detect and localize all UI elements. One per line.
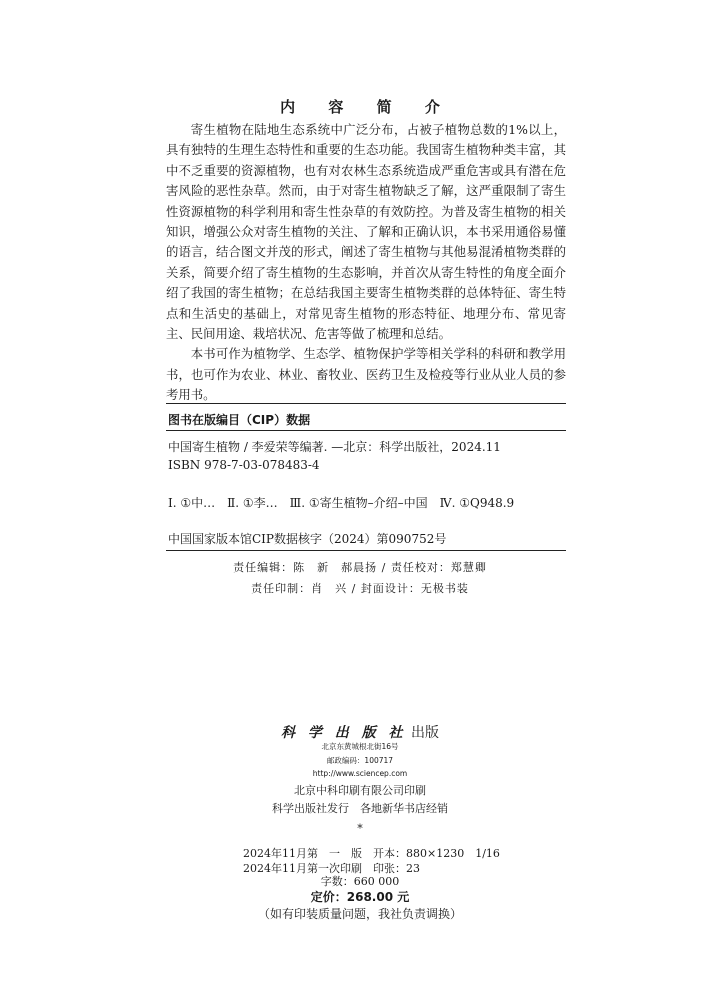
publisher-postcode: 邮政编码：100717	[326, 756, 394, 765]
publisher-name-line	[0, 722, 720, 742]
distributor: 科学出版社发行 各地新华书店经销	[272, 802, 448, 815]
cip-heading: 图书在版编目（CIP）数据	[168, 413, 311, 427]
editors-line-2: 责任印制：肖 兴 / 封面设计：无极书装	[251, 582, 469, 595]
intro-paragraph-2: 本书可作为植物学、生态学、植物保护学等相关学科的科研和教学用书，也可作为农业、林业、畜牧业、医药卫生及检疫等行业从业人员的参考用书。	[166, 346, 566, 403]
price: 定价：268.00 元	[310, 890, 410, 904]
printing-info: 2024年11月第一次印刷 印张：23	[243, 862, 420, 875]
section-title: 内 容 简 介	[280, 98, 454, 116]
intro-paragraph-1: 寄生植物在陆地生态系统中广泛分布，占被子植物总数的1%以上，具有独特的生理生态特性和重要的生态功能。我国寄生植物种类丰富，其中不乏重要的资源植物，也有对农林生态系统造成严重危害或具有潜在危害风险的恶性杂草。然而，由于对寄生植物缺乏了解，这严重限制了寄生性资源植物的科学利用和寄生性杂草的有效防控。为普及寄生植物的相关知识，增强公众对寄生植物的关注、了解和正确认识，本书采用通俗易懂的语言，结合图文并茂的形式，阐述了寄生植物与其他易混淆植物类群的关系，简要介绍了寄生植物的生态影响，并首次从寄生特性的角度全面介绍了我国的寄生植物；在总结我国主要寄生植物类群的总体特征、寄生特点和生活史的基础上，对常见寄生植物的形态特征、地理分布、常见寄主、民间用途、栽培状况、危害等做了梳理和总结。	[166, 122, 566, 342]
cip-record-number: 中国国家版本馆CIP数据核字（2024）第090752号	[168, 532, 447, 546]
edition-info: 2024年11月第 一 版 开本：880×1230 1/16	[243, 847, 500, 860]
quality-notice: （如有印装质量问题，我社负责调换）	[257, 907, 462, 921]
publisher-logo-text: 科 学 出 版 社	[281, 725, 407, 741]
publisher-address: 北京东黄城根北街16号	[321, 742, 399, 751]
cip-isbn: ISBN 978-7-03-078483-4	[168, 458, 320, 472]
publisher-suffix: 出版	[410, 725, 439, 741]
introduction	[166, 120, 566, 406]
cip-heading-rule	[166, 430, 566, 431]
separator-star: *	[357, 822, 363, 835]
printer: 北京中科印刷有限公司印刷	[294, 784, 426, 797]
cip-classification: Ⅰ. ①中… Ⅱ. ①李… Ⅲ. ①寄生植物–介绍–中国 Ⅳ. ①Q948.9	[168, 496, 515, 510]
word-count: 字数：660 000	[320, 875, 400, 888]
cip-line-1: 中国寄生植物 / 李爱荣等编著. —北京：科学出版社，2024.11	[168, 440, 501, 454]
cip-top-rule	[166, 403, 566, 404]
publisher-url: http://www.sciencep.com	[312, 769, 408, 778]
cip-bottom-rule	[166, 550, 566, 551]
editors-line-1: 责任编辑：陈 新 郝晨扬 / 责任校对：郑慧卿	[233, 561, 487, 574]
